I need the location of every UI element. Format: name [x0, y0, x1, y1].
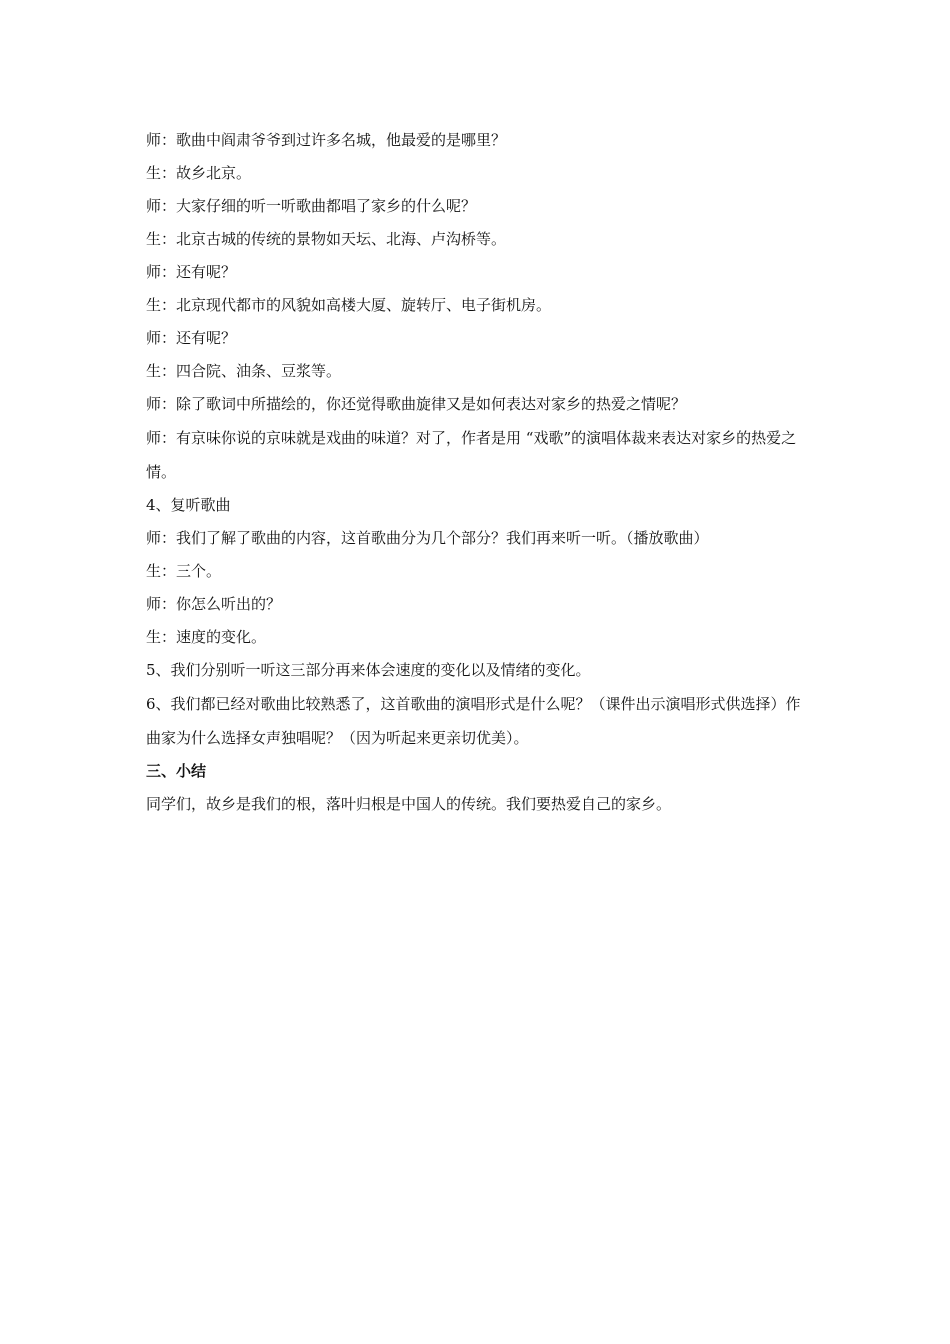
summary-text: 同学们，故乡是我们的根，落叶归根是中国人的传统。我们要热爱自己的家乡。	[146, 795, 672, 813]
dialogue-line: 师：我们了解了歌曲的内容，这首歌曲分为几个部分？我们再来听一听。（播放歌曲）	[146, 529, 709, 547]
dialogue-line: 生：故乡北京。	[146, 164, 252, 182]
dialogue-line: 师：还有呢？	[146, 329, 237, 347]
dialogue-line: 师：除了歌词中所描绘的，你还觉得歌曲旋律又是如何表达对家乡的热爱之情呢？	[146, 395, 687, 413]
document-body	[146, 124, 810, 821]
dialogue-line: 生：北京现代都市的风貌如高楼大厦、旋转厅、电子街机房。	[146, 296, 552, 314]
dialogue-line: 师：你怎么听出的？	[146, 595, 282, 613]
dialogue-line: 生：速度的变化。	[146, 628, 267, 646]
dialogue-line: 生：北京古城的传统的景物如天坛、北海、卢沟桥等。	[146, 230, 507, 248]
dialogue-paragraph: 师：有京味你说的京味就是戏曲的味道？对了，作者是用 “戏歌”的演唱体裁来表达对家乡的热爱之情。	[146, 429, 797, 481]
dialogue-line: 师：歌曲中阎肃爷爷到过许多名城，他最爱的是哪里？	[146, 131, 507, 149]
dialogue-line: 师：还有呢？	[146, 263, 237, 281]
summary-heading: 三、小结	[146, 762, 207, 780]
dialogue-line: 生：四合院、油条、豆浆等。	[146, 362, 342, 380]
dialogue-line: 师：大家仔细的听一听歌曲都唱了家乡的什么呢？	[146, 197, 477, 215]
section-step: 5、我们分别听一听这三部分再来体会速度的变化以及情绪的变化。	[146, 661, 591, 679]
section-step-paragraph: 6、我们都已经对歌曲比较熟悉了，这首歌曲的演唱形式是什么呢？（课件出示演唱形式供选择）作曲家为什么选择女声独唱呢？（因为听起来更亲切优美）。	[146, 695, 801, 747]
dialogue-line: 生：三个。	[146, 562, 222, 580]
section-step: 4、复听歌曲	[146, 496, 231, 514]
